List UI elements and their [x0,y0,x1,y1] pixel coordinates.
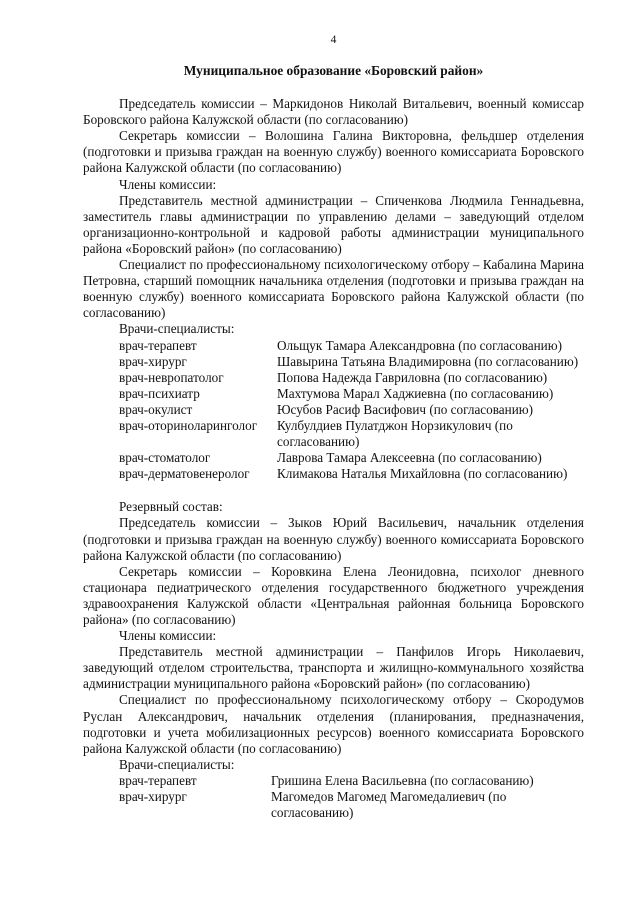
doctor-specialty: врач-хирург [119,789,187,805]
doctor-name: Лаврова Тамара Алексеевна (по согласованию) [277,450,542,466]
doctor-row [119,450,584,466]
doctor-specialty: врач-терапевт [119,772,197,788]
doctor-name: Шавырина Татьяна Владимировна (по согласованию) [277,353,579,369]
doctor-row [119,370,584,386]
doctor-specialty: врач-окулист [119,401,193,417]
reserve-secretary-paragraph: Секретарь комиссии – Коровкина Елена Леонидовна, психолог дневного стационара педиатрического отделения государственного бюджетного учреждения здравоохранения Калужской области «Центральная районная больница Боровского района» (по согласованию) [83,563,584,627]
reserve-doctors-label: Врачи-специалисты: [119,756,235,772]
document-title: Муниципальное образование «Боровский район» [183,63,484,78]
doctors-list [83,338,584,483]
doctor-specialty: врач-невропатолог [119,369,224,385]
doctor-name: Магомедов Магомед Магомедалиевич (по согласованию) [271,789,507,821]
doctor-name: Попова Надежда Гавриловна (по согласованию) [277,369,548,385]
doctor-specialty: врач-дерматовенеролог [119,466,250,482]
reserve-label: Резервный состав: [119,499,223,515]
reserve-members-label: Члены комиссии: [119,628,217,644]
reserve-doctors-list [83,773,584,821]
reserve-psychologist-paragraph: Специалист по профессиональному психологическому отбору – Скородумов Руслан Александрович, начальник отделения (планирования, предназначения, подготовки и учета мобилизационных ресурсов) военного комиссариата Боровского района Калужской области (по согласованию) [83,692,584,756]
section-gap [83,482,584,499]
reserve-local-admin-paragraph: Представитель местной администрации – Панфилов Игорь Николаевич, заведующий отделом строительства, транспорта и жилищно-коммунального хозяйства администрации муниципального района «Боровский район» (по согласованию) [83,644,584,692]
doctor-specialty: врач-стоматолог [119,450,211,466]
psychologist-paragraph: Специалист по профессиональному психологическому отбору – Кабалина Марина Петровна, старший помощник начальника отделения (подготовки и призыва граждан на военную службу) военного комиссариата Боровского района Калужской области (по согласованию) [83,257,584,321]
doctor-name: Юсубов Расиф Васифович (по согласованию) [277,401,534,417]
doctor-row [119,789,584,821]
reserve-chairman-paragraph: Председатель комиссии – Зыков Юрий Васильевич, начальник отделения (подготовки и призыва граждан на военную службу) военного комиссариата Боровского района Калужской области (по согласованию) [83,515,584,563]
members-label: Члены комиссии: [119,176,217,192]
doctor-row [119,338,584,354]
local-admin-paragraph: Представитель местной администрации – Спиченкова Людмила Геннадьевна, заместитель главы администрации по управлению делами – заведующий отделом организационно-контрольной и кадровой работы администрации муниципального района «Боровский район» (по согласованию) [83,192,584,256]
doctor-specialty: врач-хирург [119,353,187,369]
doctor-name: Гришина Елена Васильевна (по согласованию) [271,772,534,788]
doctor-name: Кулбулдиев Пулатджон Норзикулович (по согласованию) [277,417,513,450]
doctor-name: Ольщук Тамара Александровна (по согласованию) [277,337,562,353]
doctor-row [119,386,584,402]
chairman-paragraph: Председатель комиссии – Маркидонов Николай Витальевич, военный комиссар Боровского района Калужской области (по согласованию) [83,96,584,128]
doctor-row [119,418,584,450]
doctor-specialty: врач-психиатр [119,385,200,401]
doctor-row [119,402,584,418]
doctors-label: Врачи-специалисты: [119,321,235,337]
doctor-row [119,354,584,370]
doctor-row [119,773,584,789]
doctor-specialty: врач-оториноларинголог [119,417,258,433]
doctor-specialty: врач-терапевт [119,337,197,353]
doctor-row [119,466,584,482]
doctor-name: Климакова Наталья Михайловна (по согласованию) [277,466,568,482]
doctor-name: Махтумова Марал Хаджиевна (по согласованию) [277,385,554,401]
page-number: 4 [330,34,337,46]
secretary-paragraph: Секретарь комиссии – Волошина Галина Викторовна, фельдшер отделения (подготовки и призыва граждан на военную службу) военного комиссариата Боровского района Калужской области (по согласованию) [83,128,584,176]
